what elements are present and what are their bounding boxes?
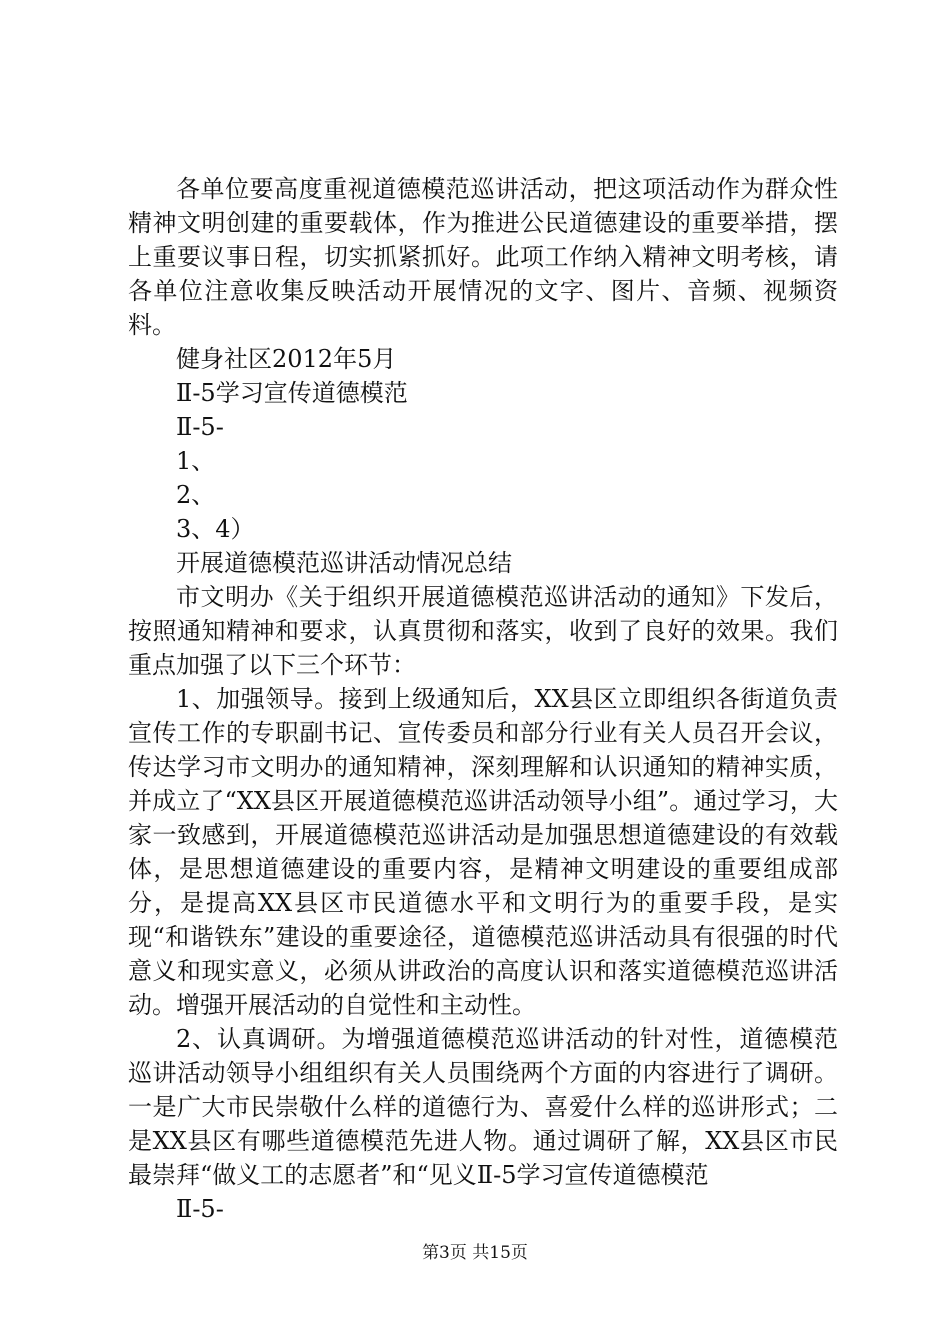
- page-footer: 第3页 共15页: [422, 1243, 528, 1263]
- paragraph-leadership: 1、加强领导。接到上级通知后，XX县区立即组织各街道负责宣传工作的专职副书记、宣传委员和部分行业有关人员召开会议，传达学习市文明办的通知精神，深刻理解和认识通知的精神实质，并成立了“XX县区开展道德模范巡讲活动领导小组”。通过学习，大家一致感到，开展道德模范巡讲活动是加强思想道德建设的有效载体，是思想道德建设的重要内容，是精神文明建设的重要组成部分，是提高XX县区市民道德水平和文明行为的重要手段，是实现“和谐铁东”建设的重要途径，道德模范巡讲活动具有很强的时代意义和现实意义，必须从讲政治的高度认识和落实道德模范巡讲活动。增强开展活动的自觉性和主动性。: [128, 685, 838, 1019]
- section-code-line: Ⅱ-5-: [176, 413, 224, 441]
- section-heading-line: Ⅱ-5学习宣传道德模范: [176, 379, 408, 407]
- summary-title: 开展道德模范巡讲活动情况总结: [176, 549, 512, 577]
- list-marker-2: 2、: [176, 481, 216, 509]
- list-marker-1: 1、: [176, 447, 216, 475]
- paragraph-work-requirements: 各单位要高度重视道德模范巡讲活动，把这项活动作为群众性精神文明创建的重要载体，作为推进公民道德建设的重要举措，摆上重要议事日程，切实抓紧抓好。此项工作纳入精神文明考核，请各单位注意收集反映活动开展情况的文字、图片、音频、视频资料。: [128, 175, 838, 339]
- signature-date-line: 健身社区2012年5月: [176, 345, 397, 373]
- document-body: [128, 172, 838, 1226]
- list-marker-3-4: 3、4）: [176, 515, 255, 543]
- paragraph-research: 2、认真调研。为增强道德模范巡讲活动的针对性，道德模范巡讲活动领导小组组织有关人员围绕两个方面的内容进行了调研。一是广大市民崇敬什么样的道德行为、喜爱什么样的巡讲形式；二是XX县区有哪些道德模范先进人物。通过调研了解，XX县区市民最崇拜“做义工的志愿者”和“见义Ⅱ-5学习宣传道德模范: [128, 1025, 838, 1189]
- paragraph-notice-intro: 市文明办《关于组织开展道德模范巡讲活动的通知》下发后，按照通知精神和要求，认真贯彻和落实，收到了良好的效果。我们重点加强了以下三个环节：: [128, 583, 838, 679]
- section-code-line-end: Ⅱ-5-: [176, 1195, 224, 1223]
